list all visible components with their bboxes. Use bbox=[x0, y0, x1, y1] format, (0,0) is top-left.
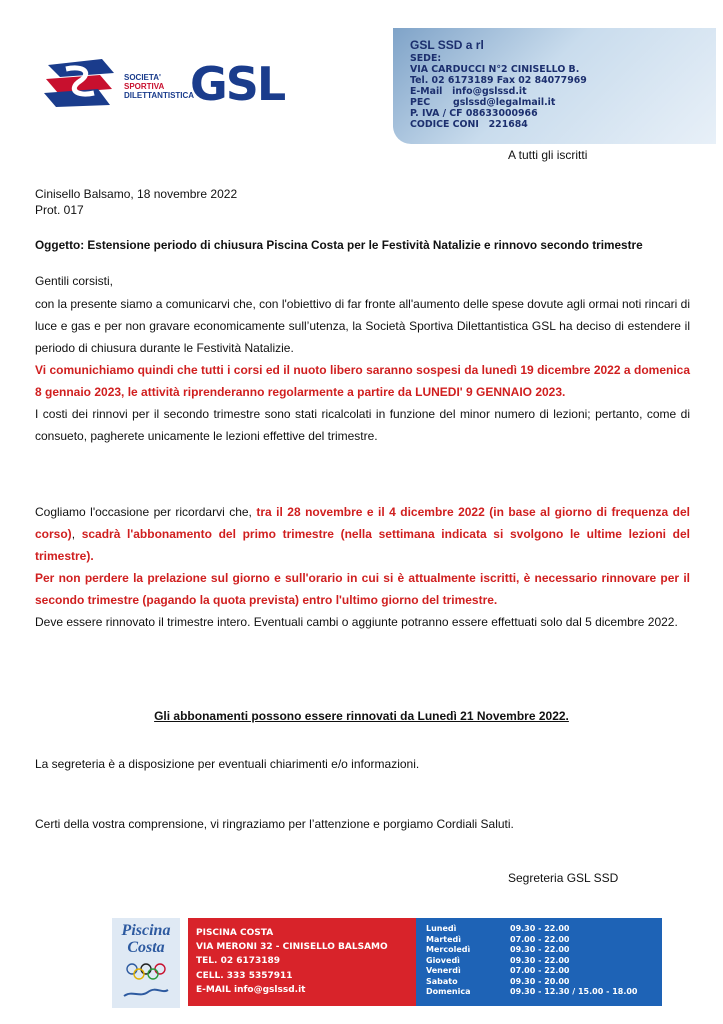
letter-meta bbox=[35, 186, 237, 218]
logo-wordmark: GSL bbox=[190, 57, 285, 111]
hours-day: Lunedì bbox=[426, 924, 457, 933]
hours-row bbox=[426, 966, 638, 977]
hours-row bbox=[426, 945, 638, 956]
text-run: Cogliamo l'occasione per ricordarvi che, bbox=[35, 505, 257, 519]
address-line: P. IVA / CF 08633000966 bbox=[410, 108, 538, 119]
hours-time: 09.30 - 22.00 bbox=[510, 955, 570, 965]
logo-text-line: Piscina bbox=[121, 922, 171, 939]
signature: Segreteria GSL SSD bbox=[508, 871, 619, 885]
logo-caption bbox=[124, 73, 194, 100]
hours-day: Mercoledì bbox=[426, 945, 471, 954]
paragraph-suspension-notice: Vi comunichiamo quindi che tutti i corsi ed il nuoto libero saranno sospesi da lunedì 19 dicembre 2022 a domenica 8 gennaio 2023, le attività riprenderanno regolarmente a partire da LUNEDI' 9 GENNAIO 2023. bbox=[35, 363, 690, 399]
text-run-highlight: tra il 28 novembre e il 4 dicembre 2022 (in base al giorno di frequenza del corso) bbox=[35, 505, 691, 541]
address-line: CODICE CONI 221684 bbox=[410, 119, 528, 130]
swimmer-icon bbox=[122, 986, 170, 1000]
hours-day: Giovedì bbox=[426, 955, 460, 965]
pool-contact-line: E-MAIL info@gslssd.it bbox=[196, 984, 306, 995]
company-name: GSL SSD a rl bbox=[410, 38, 484, 52]
hours-day: Domenica bbox=[426, 987, 471, 996]
logo-caption-line: DILETTANTISTICA bbox=[124, 91, 195, 100]
piscina-costa-logo-text bbox=[114, 922, 178, 956]
paragraph-changes: Deve essere rinnovato il trimestre intero. Eventuali cambi o aggiunte potranno essere effettuati solo dal 5 dicembre 2022. bbox=[35, 615, 678, 629]
hours-day: Venerdì bbox=[426, 966, 461, 975]
renewal-date-notice: Gli abbonamenti possono essere rinnovati da Lunedì 21 Novembre 2022. bbox=[154, 709, 569, 723]
pool-contact-line: TEL. 02 6173189 bbox=[196, 956, 281, 967]
gsl-emblem-icon bbox=[40, 55, 120, 111]
hours-time: 09.30 - 22.00 bbox=[510, 924, 570, 933]
paragraph-costs: I costi dei rinnovi per il secondo trimestre sono stati ricalcolati in funzione del minor numero di lezioni; pertanto, come di consueto, pagherete unicamente le lezioni effettive del trimestre. bbox=[35, 407, 690, 443]
recipient: A tutti gli iscritti bbox=[508, 148, 588, 162]
letter-subject: Oggetto: Estensione periodo di chiusura Piscina Costa per le Festività Natalizie e rinnovo secondo trimestre bbox=[35, 238, 643, 252]
pool-contact-line: VIA MERONI 32 - CINISELLO BALSAMO bbox=[196, 942, 388, 953]
hours-time: 07.00 - 22.00 bbox=[510, 934, 570, 944]
address-line: Tel. 02 6173189 Fax 02 84077969 bbox=[410, 75, 587, 86]
pool-contact-line: PISCINA COSTA bbox=[196, 928, 274, 938]
logo-text-line: Costa bbox=[127, 939, 165, 956]
pool-contact bbox=[196, 926, 388, 997]
paragraph-prelation: Per non perdere la prelazione sul giorno e sull'orario in cui si è attualmente iscritti, è necessario rinnovare per il secondo trimestre (pagando la quota prevista) entro l'ultimo giorno del trimestre. bbox=[35, 571, 690, 607]
protocol-number: Prot. 017 bbox=[35, 203, 84, 217]
paragraph-renewal bbox=[35, 501, 690, 633]
paragraph-expiry bbox=[35, 501, 690, 567]
hours-time: 07.00 - 22.00 bbox=[510, 966, 570, 975]
paragraph-closure bbox=[35, 293, 690, 447]
hours-day: Sabato bbox=[426, 976, 458, 986]
address-line: PEC gslssd@legalmail.it bbox=[410, 97, 556, 108]
pool-contact-line: CELL. 333 5357911 bbox=[196, 970, 293, 981]
opening-hours bbox=[426, 924, 638, 998]
address-line: VIA CARDUCCI N°2 CINISELLO B. bbox=[410, 64, 580, 75]
paragraph-intro: con la presente siamo a comunicarvi che, con l'obiettivo di far fronte all'aumento delle spese dovute agli ormai noti rincari di luce e gas e per non gravare economicamente sull’utenza, la Società Sportiva Dilettantistica GSL ha deciso di estendere il periodo di chiusura durante le Festività Natalizie. bbox=[35, 297, 690, 355]
hours-time: 09.30 - 22.00 bbox=[510, 945, 570, 954]
hours-time: 09.30 - 20.00 bbox=[510, 976, 570, 986]
gsl-logo bbox=[40, 55, 290, 120]
closing-remark: Certi della vostra comprensione, vi ringraziamo per l’attenzione e porgiamo Cordiali Saluti. bbox=[35, 817, 514, 831]
address-line: SEDE: bbox=[410, 53, 442, 64]
olympic-rings-icon bbox=[122, 962, 170, 982]
hours-row bbox=[426, 935, 638, 946]
secretariat-note: La segreteria è a disposizione per eventuali chiarimenti e/o informazioni. bbox=[35, 757, 420, 771]
text-run: , bbox=[71, 527, 82, 541]
place-date: Cinisello Balsamo, 18 novembre 2022 bbox=[35, 187, 238, 201]
address-line: E-Mail info@gslssd.it bbox=[410, 86, 527, 97]
hours-time: 09.30 - 12.30 / 15.00 - 18.00 bbox=[510, 987, 638, 996]
logo-caption-line: SPORTIVA bbox=[124, 82, 165, 91]
hours-row bbox=[426, 987, 638, 998]
hours-row bbox=[426, 924, 638, 935]
greeting: Gentili corsisti, bbox=[35, 274, 114, 288]
logo-caption-line: SOCIETA' bbox=[124, 73, 161, 82]
text-run-highlight: scadrà l'abbonamento del primo trimestre (nella settimana indicata si svolgono le ultime lezioni del trimestre). bbox=[35, 527, 690, 563]
company-address bbox=[410, 53, 587, 130]
hours-row bbox=[426, 956, 638, 967]
hours-row bbox=[426, 977, 638, 988]
hours-day: Martedì bbox=[426, 934, 462, 944]
